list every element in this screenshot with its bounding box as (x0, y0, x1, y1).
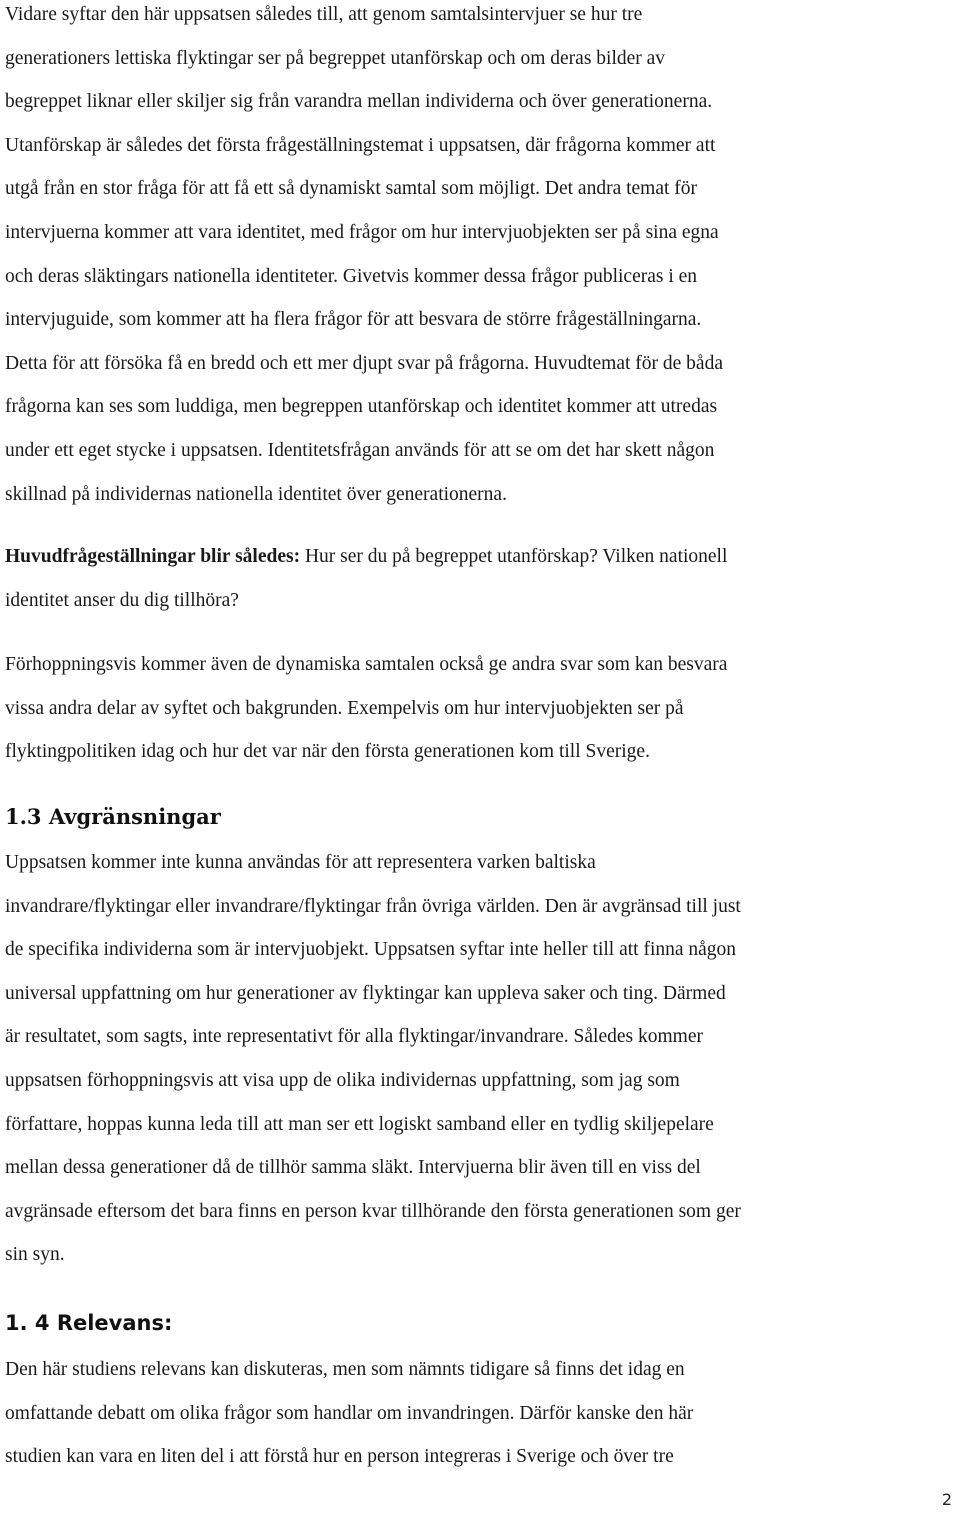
text-line: är resultatet, som sagts, inte representativt för alla flyktingar/invandrare. Således kommer (5, 1026, 703, 1048)
text-line: frågorna kan ses som luddiga, men begreppen utanförskap och identitet kommer att utredas (5, 396, 718, 418)
text-line: Förhoppningsvis kommer även de dynamiska samtalen också ge andra svar som kan besvara (5, 654, 728, 675)
text-line: författare, hoppas kunna leda till att man ser ett logiskt samband eller en tydlig skiljepelare (5, 1113, 714, 1135)
text-line: vissa andra delar av syftet och bakgrunden. Exempelvis om hur intervjuobjekten ser på (5, 697, 684, 719)
text-line: Uppsatsen kommer inte kunna användas för att representera varken baltiska (5, 852, 596, 873)
text-line: och deras släktingars nationella identiteter. Givetvis kommer dessa frågor publiceras i en (5, 265, 698, 287)
text-line: studien kan vara en liten del i att förstå hur en person integreras i Sverige och över tre (5, 1446, 674, 1468)
text-line (5, 535, 960, 579)
text-line: sin syn. (5, 1244, 65, 1266)
section-heading-delimitations: 1.3 Avgränsningar (5, 804, 221, 829)
main-questions-paragraph (5, 535, 960, 622)
text-line: Vidare syftar den här uppsatsen således till, att genom samtalsintervjuer se hur tre (5, 4, 643, 25)
text-line: mellan dessa generationer då de tillhör samma släkt. Intervjuerna blir även till en viss del (5, 1157, 701, 1179)
text-line: Detta för att försöka få en bredd och ett mer djupt svar på frågorna. Huvudtemat för de båda (5, 352, 723, 374)
text-line: flyktingpolitiken idag och hur det var när den första generationen kom till Sverige. (5, 741, 650, 763)
text-line: omfattande debatt om olika frågor som handlar om invandringen. Därför kanske den här (5, 1402, 694, 1424)
text-line: skillnad på individernas nationella identitet över generationerna. (5, 483, 507, 505)
text-line: Utanförskap är således det första frågeställningstemat i uppsatsen, där frågorna kommer att (5, 134, 716, 156)
delimitations-paragraph (5, 841, 960, 1277)
intro-paragraph (5, 0, 960, 516)
relevance-paragraph (5, 1348, 960, 1479)
text-line: Den här studiens relevans kan diskuteras, men som nämnts tidigare så finns det idag en (5, 1359, 685, 1380)
text-line: invandrare/flyktingar eller invandrare/flyktingar från övriga världen. Den är avgränsad till just (5, 895, 741, 917)
text-line: generationers lettiska flyktingar ser på begreppet utanförskap och om deras bilder av (5, 47, 666, 69)
hope-paragraph (5, 643, 960, 774)
text-line: uppsatsen förhoppningsvis att visa upp de olika individernas uppfattning, som jag som (5, 1069, 680, 1091)
text-line: utgå från en stor fråga för att få ett så dynamiskt samtal som möjligt. Det andra temat för (5, 178, 698, 200)
main-questions-label: Huvudfrågeställningar blir således: (5, 546, 301, 567)
text-line: universal uppfattning om hur generationer av flyktingar kan uppleva saker och ting. Därmed (5, 982, 726, 1004)
text-line: begreppet liknar eller skiljer sig från varandra mellan individerna och över generationerna. (5, 91, 713, 113)
main-questions-text: Hur ser du på begreppet utanförskap? Vilken nationell (300, 546, 728, 567)
section-heading-relevance: 1. 4 Relevans: (5, 1311, 173, 1335)
text-line: under ett eget stycke i uppsatsen. Identitetsfrågan används för att se om det har skett någon (5, 439, 715, 461)
text-line: avgränsade eftersom det bara finns en person kvar tillhörande den första generationen som ger (5, 1200, 741, 1222)
page-number: 2 (941, 1490, 952, 1509)
text-line: identitet anser du dig tillhöra? (5, 589, 239, 611)
text-line: de specifika individerna som är intervjuobjekt. Uppsatsen syftar inte heller till att finna någon (5, 939, 737, 961)
text-line: intervjuerna kommer att vara identitet, med frågor om hur intervjuobjekten ser på sina egna (5, 221, 719, 243)
text-line: intervjuguide, som kommer att ha flera frågor för att besvara de större frågeställningarna. (5, 309, 702, 331)
